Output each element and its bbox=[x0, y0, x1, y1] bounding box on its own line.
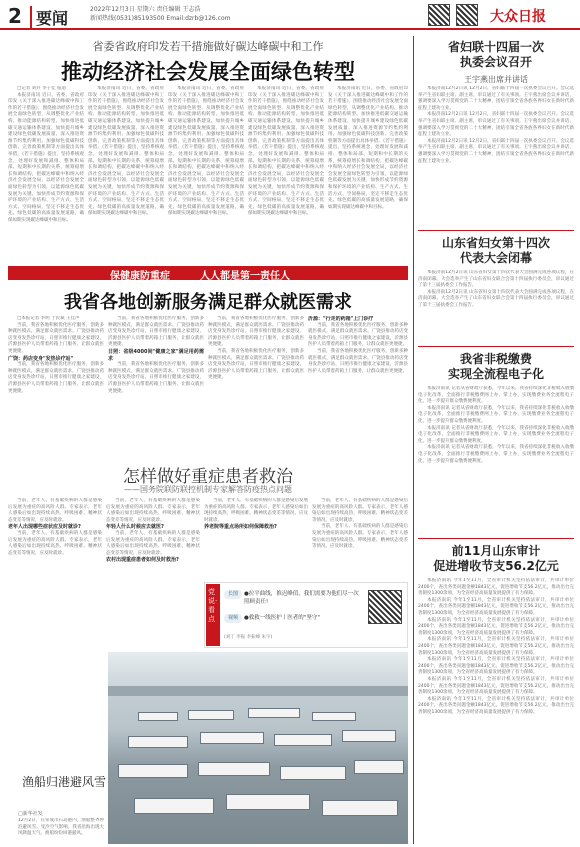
side3-headline-line2: 实现全流程电子化 bbox=[447, 367, 544, 381]
side1-headline-line1: 省妇联十四届一次 bbox=[447, 40, 544, 54]
banner-right-text: 人人都是第一责任人 bbox=[200, 271, 290, 282]
lead-kicker: 省委省政府印发若干措施做好碳达峰碳中和工作 bbox=[92, 40, 324, 53]
section-rule bbox=[418, 538, 574, 539]
harbor-photo bbox=[108, 652, 408, 844]
party-box-title: 党说·看点 bbox=[208, 588, 218, 623]
photo-headline-text: 渔船归港避风雪 bbox=[22, 775, 107, 789]
side4-headline bbox=[418, 544, 574, 574]
side3-body bbox=[418, 386, 574, 534]
side4-body-text: 本报济南讯 今年1至11月，全省审计机关坚持依法审计，共审计单位2400个，查出各类问题金额1843亿元，促进增收节支56.2亿元，推动出台完善制度1300余项，为全省经济高质量发展提供了有力保障。 bbox=[418, 676, 574, 696]
side3-body-text: 本报济南讯 记者从省财政厅获悉，今年以来，我省持续深化非税收入收缴电子化改革，全面推行非税缴费网上办、掌上办，实现缴费业务全流程电子化，进一步提升群众缴费便利度。 bbox=[418, 405, 574, 424]
story3-body-text: 当前，老年人、有基础疾病的人群是感染后发展为重症的高风险人群。专家表示，老年人感染后如出现持续高热、呼吸困难、精神状态变差等情况，应及时就诊。 bbox=[8, 498, 102, 523]
fishing-boat bbox=[188, 710, 234, 720]
story3-body-text: 当前，老年人、有基础疾病的人群是感染后发展为重症的高风险人群。专家表示，老年人感染后如出现持续高热、呼吸困难、精神状态变差等情况，应及时就诊。 bbox=[106, 530, 200, 556]
photo-caption: 12月2日，在荣成市石岛港内，渔船整齐停泊避风雪。受冷空气影响，我省沿海出现大风降温天气，渔船纷纷回港避风。 bbox=[18, 818, 104, 837]
fishing-boat bbox=[248, 708, 300, 718]
fishing-boat bbox=[280, 766, 346, 780]
story3-question-nursing: 养老院等重点场所如何保障救治? bbox=[204, 524, 277, 531]
story2-subhead-yiyuan: 沂源："行走的药箱"上门诊疗 bbox=[308, 316, 374, 322]
story2-body-text: 当前，我省各地积极优化医疗服务，创新多种就医模式，满足群众就医需求。广饶县推动药店变身发热诊疗站，日照市推行健康之家建设，沂源县医护人员带着药箱上门服务，让群众就医更便捷。 bbox=[208, 316, 304, 348]
side4-body-text: 本报济南讯 今年1至11月，全省审计机关坚持依法审计，共审计单位2400个，查出各类问题金额1843亿元，促进增收节支56.2亿元，推动出台完善制度1300余项，为全省经济高质量发展提供了有力保障。 bbox=[418, 637, 574, 656]
fishing-boat bbox=[274, 734, 332, 746]
side1-body-text: 本报济南12月2日讯 12月2日，省妇联十四届一次执委会议召开。会议选举产生省妇联主席、副主席，审议通过了有关事项。王宇燕出席会议并讲话，强调要深入学习贯彻党的二十大精神，团结引领全省各族各界妇女在新时代新征程上建功立业。 bbox=[418, 86, 574, 111]
column-divider bbox=[413, 36, 414, 844]
fishing-boat bbox=[198, 762, 270, 776]
story3-col2 bbox=[106, 498, 200, 648]
side4-headline-line1: 前11月山东审计 bbox=[451, 544, 541, 558]
story3-body-text: 当前，老年人、有基础疾病的人群是感染后发展为重症的高风险人群。专家表示，老年人感染后如出现持续高热、呼吸困难、精神状态变差等情况，应及时就诊。 bbox=[204, 498, 308, 523]
side1-subhead: 王宇燕出席并讲话 bbox=[464, 75, 528, 84]
side2-headline-line2: 代表大会闭幕 bbox=[459, 251, 532, 265]
side3-body-text: 本报济南讯 记者从省财政厅获悉，今年以来，我省持续深化非税收入收缴电子化改革，全面推行非税缴费网上办、掌上办，实现缴费业务全流程电子化，进一步提升群众缴费便利度。 bbox=[418, 445, 574, 464]
story3-col4 bbox=[312, 498, 408, 578]
section-rule bbox=[418, 230, 574, 231]
story2-col2 bbox=[108, 316, 204, 456]
story2-col3 bbox=[208, 316, 304, 456]
story2-body-text: 当前，我省各地积极优化医疗服务，创新多种就医模式，满足群众就医需求。广饶县推动药店变身发热诊疗站，日照市推行健康之家建设，沂源县医护人员带着药箱上门服务，让群众就医更便捷。 bbox=[8, 322, 104, 354]
longimage-tag: 长图 bbox=[224, 590, 242, 599]
story2-body-text: 当前，我省各地积极优化医疗服务，创新多种就医模式，满足群众就医需求。广饶县推动药店变身发热诊疗站，日照市推行健康之家建设，沂源县医护人员带着药箱上门服务，让群众就医更便捷。 bbox=[308, 322, 408, 348]
story2-col4 bbox=[308, 316, 408, 456]
video-tag: 视频 bbox=[224, 614, 242, 623]
side4-body-text: 本报济南讯 今年1至11月，全省审计机关坚持依法审计，共审计单位2400个，查出各类问题金额1843亿元，促进增收节支56.2亿元，推动出台完善制度1300余项，为全省经济高质量发展提供了有力保障。 bbox=[418, 696, 574, 715]
side1-body-text: 本报济南12月2日讯 12月2日，省妇联十四届一次执委会议召开。会议选举产生省妇联主席、副主席，审议通过了有关事项。王宇燕出席会议并讲话，强调要深入学习贯彻党的二十大精神，团结引领全省各族各界妇女在新时代新征程上建功立业。 bbox=[418, 138, 574, 164]
side4-headline-line2: 促进增收节支56.2亿元 bbox=[433, 559, 559, 573]
story2-body-text: 当前，我省各地积极优化医疗服务，创新多种就医模式，满足群众就医需求。广饶县推动药店变身发热诊疗站，日照市推行健康之家建设，沂源县医护人员带着药箱上门服务，让群众就医更便捷。 bbox=[208, 348, 304, 381]
qr-code-icon bbox=[428, 4, 450, 26]
side4-body bbox=[418, 578, 574, 844]
lead-body-text: 本报济南讯 近日，省委、省政府印发《关于深入推进碳达峰碳中和工作的若干措施》，围绕推动经济社会发展全面绿色转型，从调整优化产业结构、推动能源结构转型、加快推进低碳交通运输体系建设、加快提升城乡建设绿色低碳发展质量、深入推进资源节约集约利用、加强绿色低碳科技创新、完善政策机制等方面提出具体举措。《若干措施》提出，坚持系统观念，处理好发展和减排、整体和局部、短期和中长期的关系，统筹稳增长和调结构，把碳达峰碳中和纳入经济社会发展全局，以经济社会发展全面绿色转型为引领，以能源绿色低碳发展为关键，加快形成节约资源和保护环境的产业结构、生产方式、生活方式、空间格局，坚定不移走生态优先、绿色低碳的高质量发展道路，确保如期实现碳达峰碳中和目标。 bbox=[88, 86, 164, 217]
story3-question-rural: 农村出现重症患者如何及时救治? bbox=[106, 557, 179, 564]
fishing-boat bbox=[134, 798, 214, 814]
story3-headline: 怎样做好重症患者救治 bbox=[123, 467, 293, 487]
lead-byline: □记者 刘兵 李子佳 报道 bbox=[17, 86, 67, 91]
video-link[interactable]: ●救救一线医护丨医者的"坚守" bbox=[244, 615, 320, 621]
story3-body-text: 当前，老年人、有基础疾病的人群是感染后发展为重症的高风险人群。专家表示，老年人感染后如出现持续高热、呼吸困难、精神状态变差等情况，应及时就诊。 bbox=[312, 524, 408, 550]
side1-headline bbox=[418, 40, 574, 70]
side1-body bbox=[418, 86, 574, 226]
side4-body-text: 本报济南讯 今年1至11月，全省审计机关坚持依法审计，共审计单位2400个，查出各类问题金额1843亿元，促进增收节支56.2亿元，推动出台完善制度1300余项，为全省经济高质量发展提供了有力保障。 bbox=[418, 578, 574, 597]
story3-col3 bbox=[204, 498, 308, 578]
fishing-boat bbox=[138, 712, 178, 721]
section-rule bbox=[418, 346, 574, 347]
fishing-boat bbox=[128, 736, 188, 748]
contact-line: 新闻热线(0531)85193500 Email:dzrb@126.com bbox=[90, 15, 231, 22]
issue-date-line: 2022年12月3日 星期六 责任编辑 王志浩 bbox=[90, 6, 201, 13]
story2-body-text: 当前，我省各地积极优化医疗服务，创新多种就医模式，满足群众就医需求。广饶县推动药店变身发热诊疗站，日照市推行健康之家建设，沂源县医护人员带着药箱上门服务，让群众就医更便捷。 bbox=[108, 316, 204, 348]
side3-headline-line1: 我省非税缴费 bbox=[459, 352, 532, 366]
photo-headline bbox=[22, 774, 106, 790]
side3-body-text: 本报济南讯 记者从省财政厅获悉，今年以来，我省持续深化非税收入收缴电子化改革，全面推行非税缴费网上办、掌上办，实现缴费业务全流程电子化，进一步提升群众缴费便利度。 bbox=[418, 425, 574, 444]
section-name: 要闻 bbox=[30, 6, 68, 29]
story2-body-text: 当前，我省各地积极优化医疗服务，创新多种就医模式，满足群众就医需求。广饶县推动药店变身发热诊疗站，日照市推行健康之家建设，沂源县医护人员带着药箱上门服务，让群众就医更便捷。 bbox=[8, 362, 104, 394]
story2-headline: 我省各地创新服务满足群众就医需求 bbox=[64, 292, 352, 313]
longimage-link[interactable]: ●拉平曲线，推迟峰值，我们需要为他们尽一次照顾责任! bbox=[244, 591, 359, 605]
qr-code-icon bbox=[456, 4, 478, 26]
issue-meta bbox=[90, 5, 230, 23]
fishing-boat bbox=[118, 764, 188, 778]
story2-subhead-guangrao: 广饶：药店变身"发热诊疗站" bbox=[8, 355, 74, 362]
side1-headline-line2: 执委会议召开 bbox=[459, 55, 532, 69]
story3-col1 bbox=[8, 498, 102, 590]
photo-shoreline bbox=[108, 686, 408, 696]
side2-headline bbox=[418, 236, 574, 266]
story3-subhead: ——国务院联防联控机制专家解答防疫热点问题 bbox=[124, 485, 292, 494]
fishing-boat bbox=[226, 794, 310, 810]
story2-body-text: 当前，我省各地积极优化医疗服务，创新多种就医模式，满足群众就医需求。广饶县推动药店变身发热诊疗站，日照市推行健康之家建设，沂源县医护人员带着药箱上门服务，让群众就医更便捷。 bbox=[308, 348, 408, 374]
lead-headline: 推动经济社会发展全面绿色转型 bbox=[61, 60, 355, 84]
story3-question-elderly: 老年人出现哪些症状应及时就诊? bbox=[8, 524, 81, 531]
lead-body-text: 本报济南讯 近日，省委、省政府印发《关于深入推进碳达峰碳中和工作的若干措施》，围绕推动经济社会发展全面绿色转型，从调整优化产业结构、推动能源结构转型、加快推进低碳交通运输体系建设、加快提升城乡建设绿色低碳发展质量、深入推进资源节约集约利用、加强绿色低碳科技创新、完善政策机制等方面提出具体举措。《若干措施》提出，坚持系统观念，处理好发展和减排、整体和局部、短期和中长期的关系，统筹稳增长和调结构，把碳达峰碳中和纳入经济社会发展全局，以经济社会发展全面绿色转型为引领，以能源绿色低碳发展为关键，加快形成节约资源和保护环境的产业结构、生产方式、生活方式、空间格局，坚定不移走生态优先、绿色低碳的高质量发展道路，确保如期实现碳达峰碳中和目标。 bbox=[328, 86, 408, 210]
story2-body-text: 当前，我省各地积极优化医疗服务，创新多种就医模式，满足群众就医需求。广饶县推动药店变身发热诊疗站，日照市推行健康之家建设，沂源县医护人员带着药箱上门服务，让群众就医更便捷。 bbox=[108, 362, 204, 394]
fishing-boat bbox=[312, 712, 356, 721]
side2-body-text: 本报济南12月2日讯 山东省妇女第十四次代表大会圆满完成各项议程，在济南闭幕。大会选举产生了山东省妇女联合会第十四届执行委员会，审议通过了第十三届执委会工作报告。 bbox=[418, 289, 574, 308]
side2-headline-line1: 山东省妇女第十四次 bbox=[441, 236, 550, 250]
newspaper-logo: 大众日报 bbox=[490, 9, 546, 25]
fishing-boat bbox=[200, 732, 264, 744]
story2-subhead-rizhao: 日照：省级4000间"健康之家"满足用药需求 bbox=[108, 348, 204, 362]
page-number: 2 bbox=[8, 4, 22, 28]
lead-body-col4 bbox=[248, 86, 324, 262]
lead-body-text: 本报济南讯 近日，省委、省政府印发《关于深入推进碳达峰碳中和工作的若干措施》，围绕推动经济社会发展全面绿色转型，从调整优化产业结构、推动能源结构转型、加快推进低碳交通运输体系建设、加快提升城乡建设绿色低碳发展质量、深入推进资源节约集约利用、加强绿色低碳科技创新、完善政策机制等方面提出具体举措。《若干措施》提出，坚持系统观念，处理好发展和减排、整体和局部、短期和中长期的关系，统筹稳增长和调结构，把碳达峰碳中和纳入经济社会发展全局，以经济社会发展全面绿色转型为引领，以能源绿色低碳发展为关键，加快形成节约资源和保护环境的产业结构、生产方式、生活方式、空间格局，坚定不移走生态优先、绿色低碳的高质量发展道路，确保如期实现碳达峰碳中和目标。 bbox=[168, 86, 244, 217]
story3-question-young: 年轻人什么时候应去就医? bbox=[106, 524, 164, 531]
qr-code-icon bbox=[368, 590, 402, 624]
story2-col1 bbox=[8, 316, 104, 456]
fishing-boat bbox=[342, 730, 396, 742]
fishing-boat bbox=[322, 800, 398, 816]
side4-body-text: 本报济南讯 今年1至11月，全省审计机关坚持依法审计，共审计单位2400个，查出各类问题金额1843亿元，促进增收节支56.2亿元，推动出台完善制度1300余项，为全省经济高质量发展提供了有力保障。 bbox=[418, 657, 574, 676]
fishing-boat bbox=[354, 760, 404, 774]
story2-byline: □本报记者 李明 于民斌 王佳声 bbox=[17, 316, 80, 321]
lead-body-text: 本报济南讯 近日，省委、省政府印发《关于深入推进碳达峰碳中和工作的若干措施》，围绕推动经济社会发展全面绿色转型，从调整优化产业结构、推动能源结构转型、加快推进低碳交通运输体系建设、加快提升城乡建设绿色低碳发展质量、深入推进资源节约集约利用、加强绿色低碳科技创新、完善政策机制等方面提出具体举措。《若干措施》提出，坚持系统观念，处理好发展和减排、整体和局部、短期和中长期的关系，统筹稳增长和调结构，把碳达峰碳中和纳入经济社会发展全局，以经济社会发展全面绿色转型为引领，以能源绿色低碳发展为关键，加快形成节约资源和保护环境的产业结构、生产方式、生活方式、空间格局，坚定不移走生态优先、绿色低碳的高质量发展道路，确保如期实现碳达峰碳中和目标。 bbox=[248, 86, 324, 217]
lead-body-text: 本报济南讯 近日，省委、省政府印发《关于深入推进碳达峰碳中和工作的若干措施》，围绕推动经济社会发展全面绿色转型，从调整优化产业结构、推动能源结构转型、加快推进低碳交通运输体系建设、加快提升城乡建设绿色低碳发展质量、深入推进资源节约集约利用、加强绿色低碳科技创新、完善政策机制等方面提出具体举措。《若干措施》提出，坚持系统观念，处理好发展和减排、整体和局部、短期和中长期的关系，统筹稳增长和调结构，把碳达峰碳中和纳入经济社会发展全局，以经济社会发展全面绿色转型为引领，以能源绿色低碳发展为关键，加快形成节约资源和保护环境的产业结构、生产方式、生活方式、空间格局，坚定不移走生态优先、绿色低碳的高质量发展道路，确保如期实现碳达峰碳中和目标。 bbox=[8, 92, 84, 223]
lead-body-col2 bbox=[88, 86, 164, 262]
lead-body-col1 bbox=[8, 86, 84, 262]
lead-body-col3 bbox=[168, 86, 244, 262]
party-credit: (刘丁 李振 李振峰 朱宇) bbox=[224, 635, 273, 640]
story3-body-text: 当前，老年人、有基础疾病的人群是感染后发展为重症的高风险人群。专家表示，老年人感染后如出现持续高热、呼吸困难、精神状态变差等情况，应及时就诊。 bbox=[312, 498, 408, 523]
story3-body-text: 当前，老年人、有基础疾病的人群是感染后发展为重症的高风险人群。专家表示，老年人感染后如出现持续高热、呼吸困难、精神状态变差等情况，应及时就诊。 bbox=[8, 530, 102, 556]
banner-left-text: 保健康防重症 bbox=[110, 271, 170, 282]
side2-body-text: 本报济南12月2日讯 山东省妇女第十四次代表大会圆满完成各项议程，在济南闭幕。大会选举产生了山东省妇女联合会第十四届执行委员会，审议通过了第十三届执委会工作报告。 bbox=[418, 270, 574, 289]
photo-credit: □新华社发 bbox=[18, 811, 43, 817]
side4-body-text: 本报济南讯 今年1至11月，全省审计机关坚持依法审计，共审计单位2400个，查出各类问题金额1843亿元，促进增收节支56.2亿元，推动出台完善制度1300余项，为全省经济高质量发展提供了有力保障。 bbox=[418, 617, 574, 636]
side3-headline bbox=[418, 352, 574, 382]
side1-body-text: 本报济南12月2日讯 12月2日，省妇联十四届一次执委会议召开。会议选举产生省妇联主席、副主席，审议通过了有关事项。王宇燕出席会议并讲话，强调要深入学习贯彻党的二十大精神，团结引领全省各族各界妇女在新时代新征程上建功立业。 bbox=[418, 112, 574, 138]
story3-body-text: 当前，老年人、有基础疾病的人群是感染后发展为重症的高风险人群。专家表示，老年人感染后如出现持续高热、呼吸困难、精神状态变差等情况，应及时就诊。 bbox=[106, 498, 200, 523]
side2-body bbox=[418, 270, 574, 342]
lead-body-col5 bbox=[328, 86, 408, 262]
side4-body-text: 本报济南讯 今年1至11月，全省审计机关坚持依法审计，共审计单位2400个，查出各类问题金额1843亿元，促进增收节支56.2亿元，推动出台完善制度1300余项，为全省经济高质量发展提供了有力保障。 bbox=[418, 597, 574, 616]
side3-body-text: 本报济南讯 记者从省财政厅获悉，今年以来，我省持续深化非税收入收缴电子化改革，全面推行非税缴费网上办、掌上办，实现缴费业务全流程电子化，进一步提升群众缴费便利度。 bbox=[418, 386, 574, 405]
